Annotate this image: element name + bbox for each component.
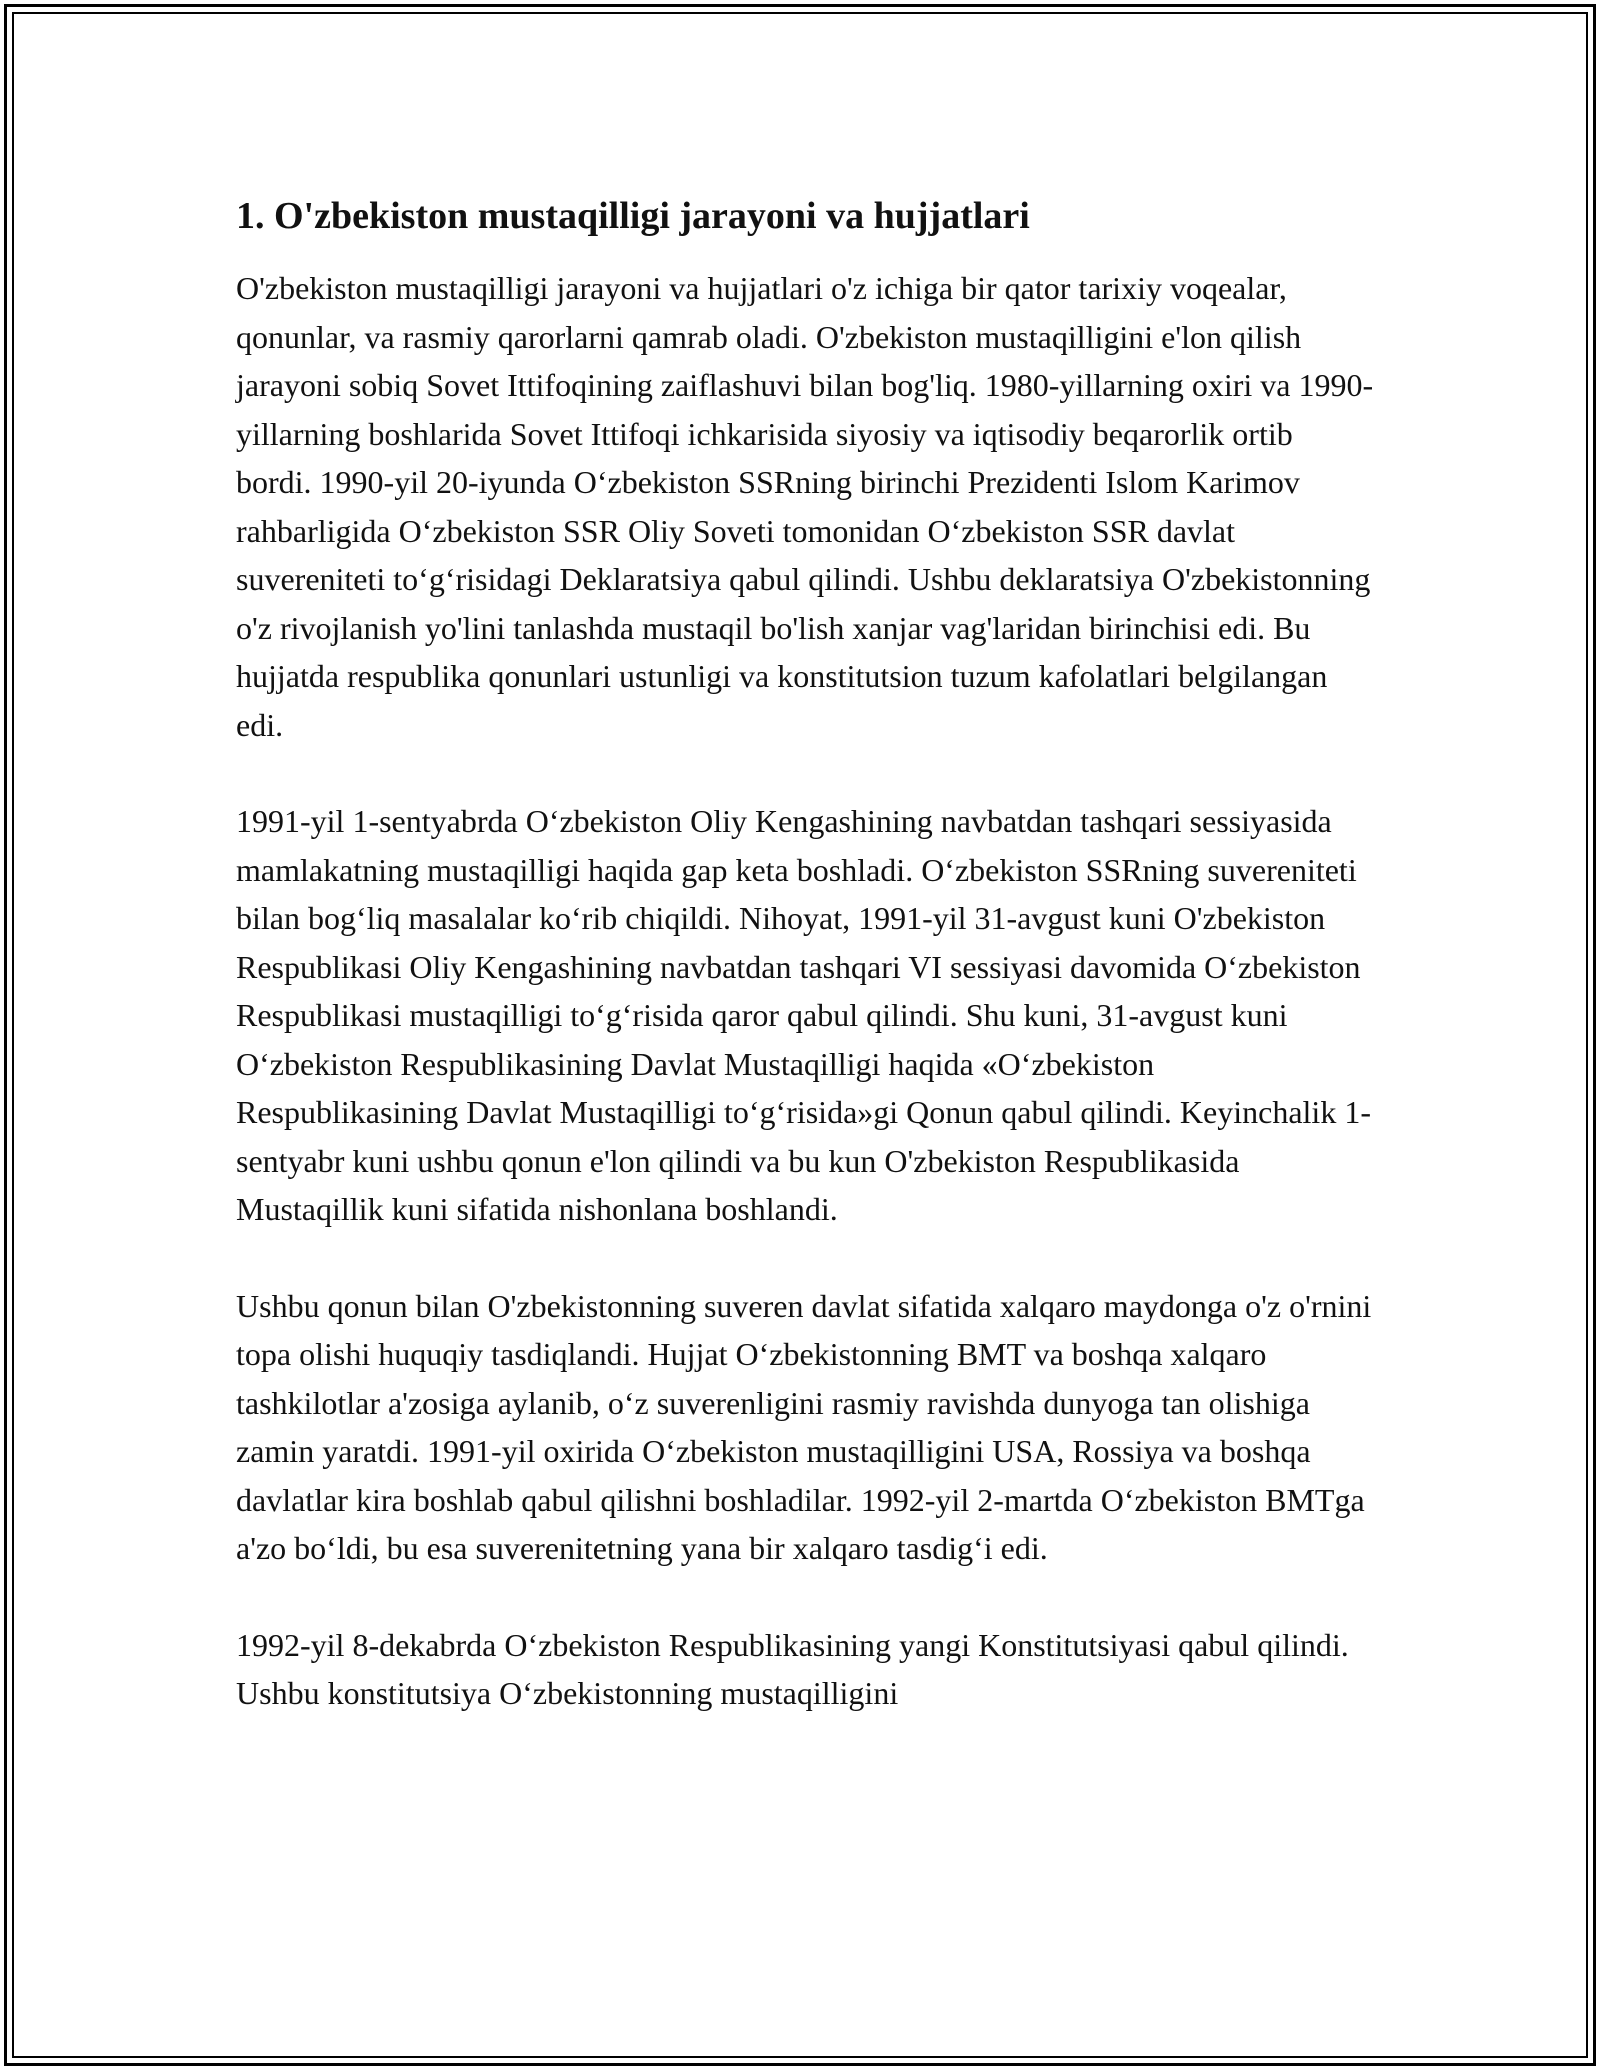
paragraph-1: O'zbekiston mustaqilligi jarayoni va hujjatlari o'z ichiga bir qator tarixiy voqealar, qonunlar, va rasmiy qarorlarni qamrab oladi. O'zbekiston mustaqilligini e'lon qilish jarayoni sobiq Sovet Ittifoqining zaiflashuvi bilan bog'liq. 1980-yillarning oxiri va 1990-yillarning boshlarida Sovet Ittifoqi ichkarisida siyosiy va iqtisodiy beqarorlik ortib bordi. 1990-yil 20-iyunda O‘zbekiston SSRning birinchi Prezidenti Islom Karimov rahbarligida O‘zbekiston SSR Oliy Soveti tomonidan O‘zbekiston SSR davlat suvereniteti to‘g‘risidagi Deklaratsiya qabul qilindi. Ushbu deklaratsiya O'zbekistonning o'z rivojlanish yo'lini tanlashda mustaqil bo'lish xanjar vag'laridan birinchisi edi. Bu hujjatda respublika qonunlari ustunligi va konstitutsion tuzum kafolatlari belgilangan edi.	[236, 270, 1374, 743]
paragraph-4: 1992-yil 8-dekabrda O‘zbekiston Respublikasining yangi Konstitutsiyasi qabul qilindi. Ushbu konstitutsiya O‘zbekistonning mustaqilligini	[236, 1626, 1349, 1711]
section-heading: 1. O'zbekiston mustaqilligi jarayoni va hujjatlari	[236, 195, 1030, 237]
document-body	[236, 186, 1376, 1766]
paragraph-2: 1991-yil 1-sentyabrda O‘zbekiston Oliy Kengashining navbatdan tashqari sessiyasida mamlakatning mustaqilligi haqida gap keta boshladi. O‘zbekiston SSRning suvereniteti bilan bog‘liq masalalar ko‘rib chiqildi. Nihoyat, 1991-yil 31-avgust kuni O'zbekiston Respublikasi Oliy Kengashining navbatdan tashqari VI sessiyasi davomida O‘zbekiston Respublikasi mustaqilligi to‘g‘risida qaror qabul qilindi. Shu kuni, 31-avgust kuni O‘zbekiston Respublikasining Davlat Mustaqilligi haqida «O‘zbekiston Respublikasining Davlat Mustaqilligi to‘g‘risida»gi Qonun qabul qilindi. Keyinchalik 1-sentyabr kuni ushbu qonun e'lon qilindi va bu kun O'zbekiston Respublikasida Mustaqillik kuni sifatida nishonlana boshlandi.	[236, 803, 1371, 1227]
paragraph-3: Ushbu qonun bilan O'zbekistonning suveren davlat sifatida xalqaro maydonga o'z o'rnini topa olishi huquqiy tasdiqlandi. Hujjat O‘zbekistonning BMT va boshqa xalqaro tashkilotlar a'zosiga aylanib, o‘z suverenligini rasmiy ravishda dunyoga tan olishiga zamin yaratdi. 1991-yil oxirida O‘zbekiston mustaqilligini USA, Rossiya va boshqa davlatlar kira boshlab qabul qilishni boshladilar. 1992-yil 2-martda O‘zbekiston BMTga a'zo bo‘ldi, bu esa suverenitetning yana bir xalqaro tasdig‘i edi.	[236, 1287, 1372, 1566]
